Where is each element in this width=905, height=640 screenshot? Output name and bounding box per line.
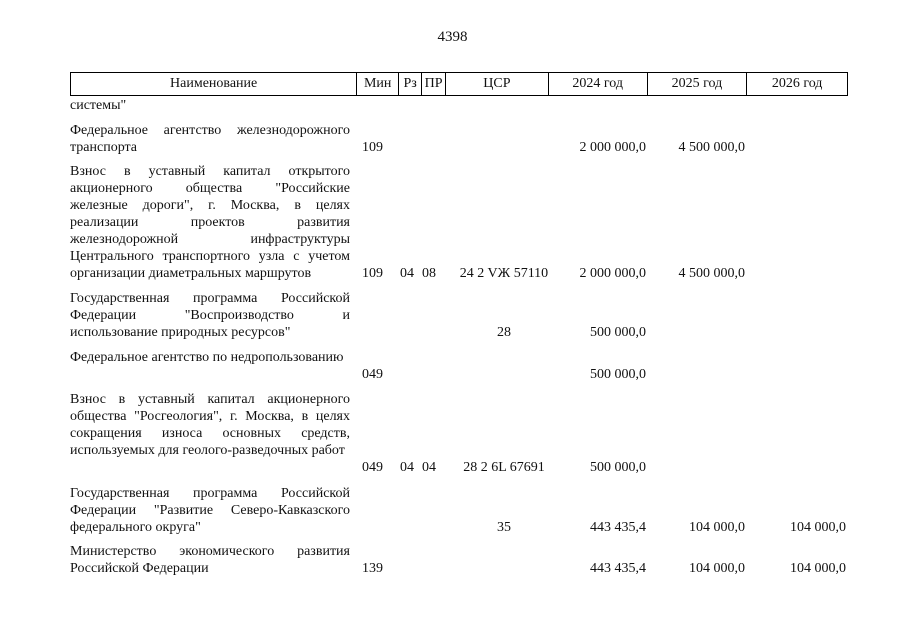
row-min: 049 xyxy=(362,460,383,475)
row-2024: 500 000,0 xyxy=(590,367,646,382)
row-2025: 4 500 000,0 xyxy=(678,140,745,155)
row-2024: 500 000,0 xyxy=(590,325,646,340)
row-name: Федеральное агентство по недропользованию xyxy=(70,350,344,365)
row-csr: 28 xyxy=(497,325,511,340)
table-row xyxy=(70,543,848,577)
row-csr: 24 2 VЖ 57110 xyxy=(459,266,549,281)
row-2025: 104 000,0 xyxy=(689,561,745,576)
row-csr: 35 xyxy=(497,520,511,535)
row-2024: 443 435,4 xyxy=(590,520,646,535)
row-rz: 04 xyxy=(400,266,414,281)
table-row xyxy=(70,290,848,341)
column-header-pr: ПР xyxy=(422,73,446,95)
column-header-rz: Рз xyxy=(399,73,422,95)
row-2024: 2 000 000,0 xyxy=(579,266,646,281)
row-min: 139 xyxy=(362,561,383,576)
row-name: Взнос в уставный капитал акционерного общества "Росгеология", г. Москва, в целях сокращения износа основных средств, используемых для геолого-разведочных работ xyxy=(70,392,350,458)
row-2026: 104 000,0 xyxy=(790,520,846,535)
row-csr: 28 2 6L 67691 xyxy=(463,460,545,475)
row-2024: 2 000 000,0 xyxy=(579,140,646,155)
row-name: Министерство экономического развития Российской Федерации xyxy=(70,544,350,576)
table-row xyxy=(70,122,848,156)
row-2024: 443 435,4 xyxy=(590,561,646,576)
column-header-2024: 2024 год xyxy=(549,73,648,95)
row-name: Государственная программа Российской Федерации "Развитие Северо-Кавказского федерального округа" xyxy=(70,486,350,535)
row-name: Взнос в уставный капитал открытого акционерного общества "Российские железные дороги", г. Москва, в целях реализации проектов развития железнодорожной инфраструктуры Центрального транспортного узла с учетом организации диаметральных маршрутов xyxy=(70,164,350,281)
table-header xyxy=(70,72,848,96)
row-2025: 104 000,0 xyxy=(689,520,745,535)
column-header-min: Мин xyxy=(357,73,399,95)
row-name: системы" xyxy=(70,98,127,113)
row-2026: 104 000,0 xyxy=(790,561,846,576)
table-row xyxy=(70,349,848,383)
row-min: 109 xyxy=(362,140,383,155)
table-row xyxy=(70,391,848,476)
row-min: 109 xyxy=(362,266,383,281)
table-row xyxy=(70,97,848,114)
row-pr: 04 xyxy=(422,460,436,475)
table-row xyxy=(70,485,848,536)
row-2025: 4 500 000,0 xyxy=(678,266,745,281)
row-2024: 500 000,0 xyxy=(590,460,646,475)
row-name: Государственная программа Российской Федерации "Воспроизводство и использование природных ресурсов" xyxy=(70,291,350,340)
row-rz: 04 xyxy=(400,460,414,475)
table-row xyxy=(70,163,848,282)
row-name: Федеральное агентство железнодорожного транспорта xyxy=(70,123,350,155)
column-header-name: Наименование xyxy=(71,73,357,95)
column-header-2025: 2025 год xyxy=(648,73,748,95)
column-header-csr: ЦСР xyxy=(446,73,549,95)
row-min: 049 xyxy=(362,367,383,382)
column-header-2026: 2026 год xyxy=(771,76,823,91)
row-pr: 08 xyxy=(422,266,436,281)
page-number: 4398 xyxy=(437,29,468,45)
